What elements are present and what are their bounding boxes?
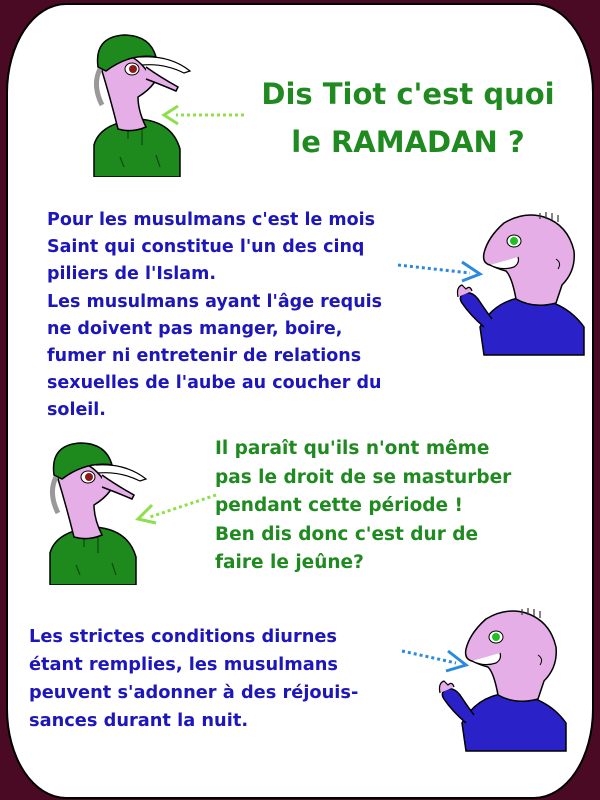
title xyxy=(233,75,583,161)
question-2-line: Ben dis donc c'est dur de xyxy=(215,523,479,545)
answer-1-line: sexuelles de l'aube au coucher du xyxy=(47,373,382,394)
answer-1-line: ne doivent pas manger, boire, xyxy=(47,318,343,339)
answer-1-line: Les musulmans ayant l'âge requis xyxy=(47,291,383,312)
answer-2-line: peuvent s'adonner à des réjouis- xyxy=(29,682,359,703)
answer-2 xyxy=(29,623,358,735)
answer-2-line: étant remplies, les musulmans xyxy=(29,654,338,675)
answer-1 xyxy=(47,207,382,425)
answer-1-line: Saint qui constitue l'un des cinq xyxy=(47,237,365,258)
question-2-line: pendant cette période ! xyxy=(215,495,463,516)
answer-1-line: soleil. xyxy=(47,400,106,421)
blue-arrow-icon xyxy=(400,645,474,673)
green-arrow-icon xyxy=(158,103,248,127)
answer-1-line: Pour les musulmans c'est le mois xyxy=(47,210,376,230)
question-2-line: faire le jeûne? xyxy=(215,552,364,573)
comic-panel xyxy=(6,3,594,799)
answer-1-line: piliers de l'Islam. xyxy=(47,264,216,285)
answer-1-line: fumer ni entretenir de relations xyxy=(47,346,362,367)
answer-2-line: Les strictes conditions diurnes xyxy=(29,626,338,647)
title-line-2: le RAMADAN ? xyxy=(291,125,525,159)
question-2 xyxy=(215,435,511,578)
question-2-line: pas le droit de se masturber xyxy=(215,466,512,488)
bald-blue-shirt-character-icon xyxy=(426,603,576,753)
question-2-line: Il paraît qu'ils n'ont même xyxy=(215,438,490,459)
green-cap-character-icon xyxy=(80,27,200,177)
green-arrow-icon xyxy=(132,491,220,525)
title-line-1: Dis Tiot c'est quoi xyxy=(261,77,555,111)
blue-arrow-icon xyxy=(396,257,488,283)
answer-2-line: sances durant la nuit. xyxy=(29,710,249,731)
